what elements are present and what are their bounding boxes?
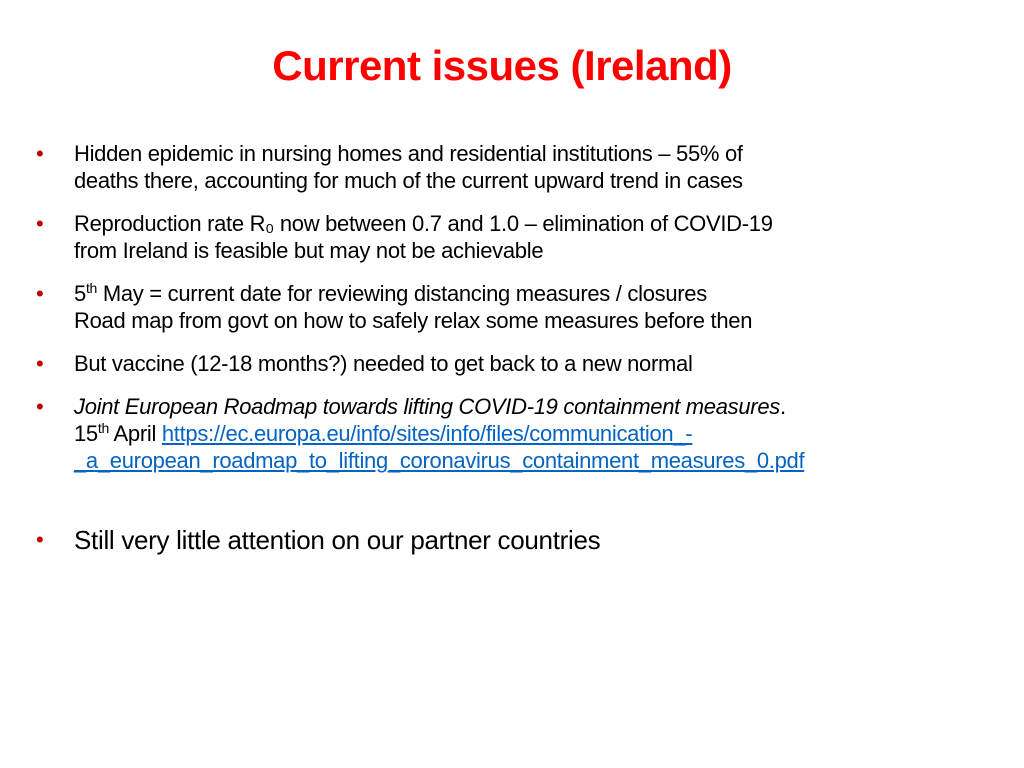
bullet-item [30,350,990,377]
bullet-text: deaths there, accounting for much of the current upward trend in cases [74,168,743,193]
bullet-text: Hidden epidemic in nursing homes and residential institutions – 55% of [74,141,743,166]
document-title: Joint European Roadmap towards lifting COVID-19 containment measures [74,394,780,419]
bullet-dot: • [36,527,44,552]
bullet-text [74,420,990,447]
bullet-item [30,140,990,194]
bullet-dot: • [36,211,44,236]
bullet-dot: • [36,141,44,166]
bullet-text [74,393,990,420]
bullet-text: Reproduction rate R₀ now between 0.7 and 1.0 – elimination of COVID-19 [74,211,773,236]
bullet-text: from Ireland is feasible but may not be achievable [74,238,544,263]
bullet-text: But vaccine (12-18 months?) needed to get back to a new normal [74,351,693,376]
date-suffix: th [97,420,109,436]
slide-title: Current issues (Ireland) [272,42,732,89]
roadmap-link[interactable]: https://ec.europa.eu/info/sites/info/files/communication_- [161,421,693,446]
period: . [779,394,786,419]
roadmap-link-continued[interactable]: _a_european_roadmap_to_lifting_coronavirus_containment_measures_0.pdf [74,448,805,473]
bullet-dot: • [36,351,44,376]
bullet-item [30,280,990,334]
date-day: 15 [74,421,98,446]
date-month: April [108,421,162,446]
bullet-text [74,447,990,474]
bullet-dot: • [36,394,44,419]
date-day: 5 [74,281,86,306]
bullet-list [30,140,990,572]
bullet-item [30,210,990,264]
date-suffix: th [85,280,98,296]
bullet-item [30,393,990,474]
bullet-text: Still very little attention on our partner countries [74,525,601,555]
bullet-item [30,524,990,556]
bullet-text-rest: May = current date for reviewing distancing measures / closures [97,281,707,306]
bullet-text [74,280,990,307]
bullet-text: Road map from govt on how to safely relax some measures before then [74,308,753,333]
bullet-dot: • [36,281,44,306]
